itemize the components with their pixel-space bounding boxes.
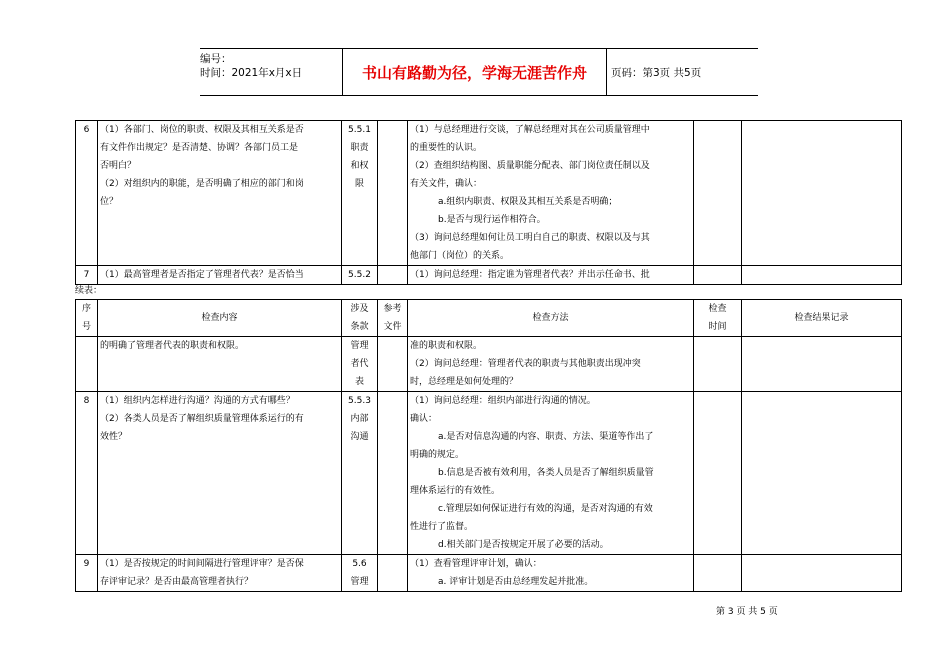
row-number [76,337,98,392]
check-result-cell [742,337,902,392]
document-time-label: 时间：2021年x月x日 [200,67,303,79]
table-row [76,392,902,555]
header-time: 检查 时间 [694,300,742,337]
check-time-cell [694,337,742,392]
row-number: 9 [76,555,98,592]
checklist-table-top [75,120,902,285]
check-time-cell [694,392,742,555]
table-row [76,266,902,285]
check-time-cell [694,266,742,285]
check-content-cell: （1）组织内怎样进行沟通？沟通的方式有哪些？ （2）各类人员是否了解组织质量管理体系运行的有 效性？ [98,392,342,555]
header-motto: 书山有路勤为径，学海无涯苦作舟 [343,49,607,95]
check-time-cell [694,555,742,592]
header-no: 序 号 [76,300,98,337]
reference-cell [378,121,408,266]
clause-cell: 5.5.3 内部 沟通 [342,392,378,555]
clause-cell: 5.5.1 职责 和权 限 [342,121,378,266]
header-method: 检查方法 [408,300,694,337]
check-content-cell: （1）最高管理者是否指定了管理者代表？是否恰当 [98,266,342,285]
reference-cell [378,337,408,392]
header-reference: 参考 文件 [378,300,408,337]
table-row [76,121,902,266]
page-header [200,48,758,96]
table-row [76,555,902,592]
check-content-cell: （1）是否按规定的时间间隔进行管理评审？是否保 存评审记录？是否由最高管理者执行？ [98,555,342,592]
document-number-label: 编号： [200,53,232,65]
row-number: 8 [76,392,98,555]
continued-label: 续表： [75,286,103,296]
check-result-cell [742,392,902,555]
clause-cell: 5.5.2 [342,266,378,285]
reference-cell [378,555,408,592]
header-content: 检查内容 [98,300,342,337]
check-result-cell [742,555,902,592]
header-result: 检查结果记录 [742,300,902,337]
clause-cell: 5.6 管理 [342,555,378,592]
check-result-cell [742,266,902,285]
check-method-cell: （1）询问总经理：组织内部进行沟通的情况。 确认： a.是否对信息沟通的内容、职责、方法、渠道等作出了 明确的规定。 b.信息是否被有效利用，各类人员是否了解组织质量管 理体系运行的有效性。 c.管理层如何保证进行有效的沟通，是否对沟通的有效 性进行了监督。 d.相关部门是否按规定开展了必要的活动。 [408,392,694,555]
check-method-cell: （1）与总经理进行交谈，了解总经理对其在公司质量管理中 的重要性的认识。 （2）查组织结构图、质量职能分配表、部门岗位责任制以及 有关文件，确认： a.组织内职责、权限及其相互关系是否明确； b.是否与现行运作相符合。 （3）询问总经理如何让员工明白自己的职责、权限以及与其 他部门（岗位）的关系。 [408,121,694,266]
table-header-row [76,300,902,337]
header-info [200,49,343,95]
reference-cell [378,266,408,285]
check-result-cell [742,121,902,266]
check-method-cell: （1）查看管理评审计划，确认： a. 评审计划是否由总经理发起并批准。 [408,555,694,592]
table-row [76,337,902,392]
clause-cell: 管理 者代 表 [342,337,378,392]
header-clause: 涉及 条款 [342,300,378,337]
checklist-table-continued [75,299,902,592]
row-number: 7 [76,266,98,285]
check-time-cell [694,121,742,266]
check-content-cell: 的明确了管理者代表的职责和权限。 [98,337,342,392]
check-content-cell: （1）各部门、岗位的职责、权限及其相互关系是否 有文件作出规定？是否清楚、协调？各部门员工是 否明白？ （2）对组织内的职能，是否明确了相应的部门和岗 位？ [98,121,342,266]
reference-cell [378,392,408,555]
check-method-cell: （1）询问总经理：指定谁为管理者代表？并出示任命书、批 [408,266,694,285]
check-method-cell: 准的职责和权限。 （2）询问总经理：管理者代表的职责与其他职责出现冲突 时，总经理是如何处理的？ [408,337,694,392]
row-number: 6 [76,121,98,266]
page-footer: 第 3 页 共 5 页 [716,607,778,617]
header-page-number: 页码：第3页 共5页 [611,67,702,79]
